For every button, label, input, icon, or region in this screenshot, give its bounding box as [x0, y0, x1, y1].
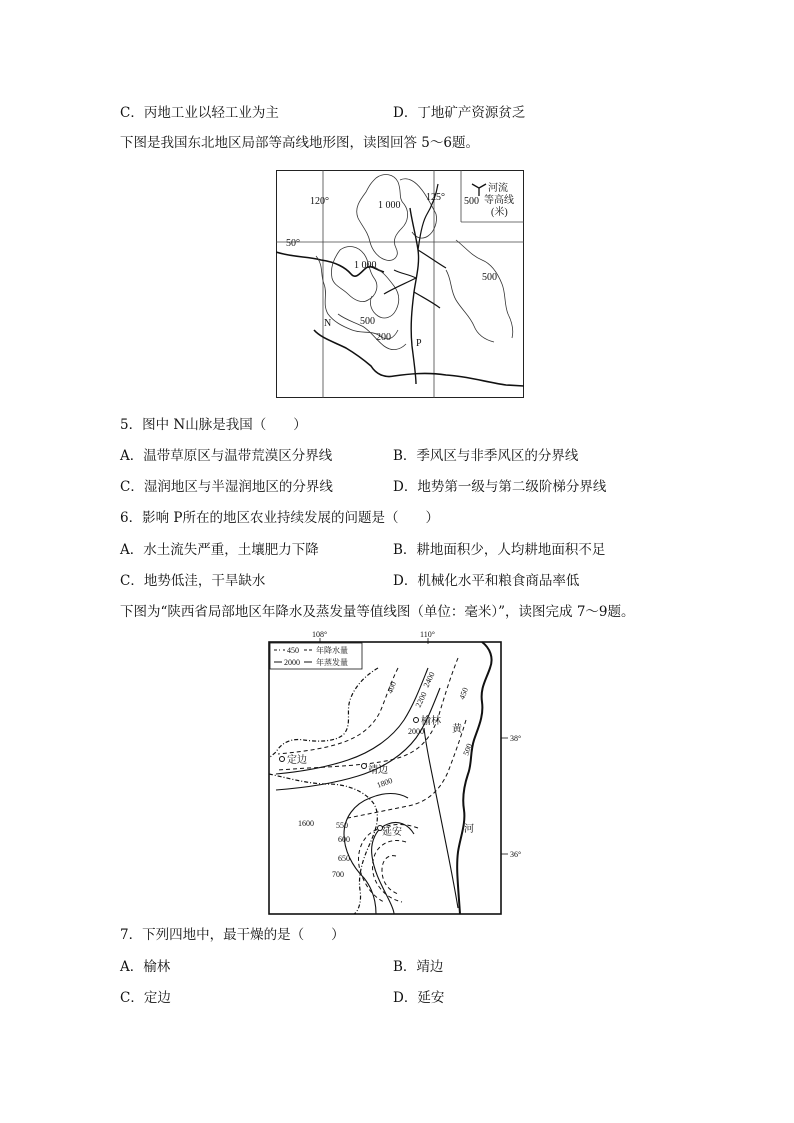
q7-option-d: D．延安: [393, 990, 445, 1006]
elev-500-mid: 500: [360, 316, 375, 327]
q7-stem: 7．下列四地中，最干燥的是（ ）: [120, 927, 345, 943]
elev-1000-a: 1 000: [378, 200, 401, 211]
shaanxi-isoline-map: [268, 628, 530, 916]
iso-label-2000: 2000: [408, 727, 424, 736]
iso-label-650: 650: [338, 854, 350, 863]
q5-option-c: C．湿润地区与半湿润地区的分界线: [120, 479, 333, 495]
iso-label-1600: 1600: [298, 819, 314, 828]
city-dingbian-marker: [280, 757, 285, 762]
city-dingbian: 定边: [287, 755, 307, 766]
lon-120-label: 120°: [310, 196, 329, 207]
city-jingbian: 靖边: [368, 765, 388, 776]
option-c-prev: C．丙地工业以轻工业为主: [120, 105, 279, 121]
lon-108-label: 108°: [312, 630, 328, 639]
legend-unit: (米): [491, 207, 508, 218]
lat-36-label: 36°: [510, 850, 522, 859]
iso-label-400: 400: [385, 680, 398, 695]
legend-precip: 年降水量: [316, 646, 348, 655]
label-n: N: [324, 318, 332, 329]
option-d-prev: D．丁地矿产资源贫乏: [393, 105, 526, 121]
iso-label-550: 550: [336, 821, 348, 830]
q6-stem: 6．影响 P所在的地区农业持续发展的问题是（ ）: [120, 510, 439, 526]
q6-option-b: B．耕地面积少，人均耕地面积不足: [393, 542, 606, 558]
legend-precip-val: 450: [287, 646, 299, 655]
river-label-he: 河: [464, 824, 474, 835]
q6-option-c: C．地势低洼，干旱缺水: [120, 573, 266, 589]
legend-evap-val: 2000: [284, 658, 300, 667]
city-yulin: 榆林: [421, 716, 441, 727]
q5-stem: 5．图中 N山脉是我国（ ）: [120, 417, 307, 433]
elev-200: 200: [376, 332, 391, 343]
legend-value: 500: [464, 196, 479, 207]
q5-option-b: B．季风区与非季风区的分界线: [393, 448, 579, 464]
iso-label-700: 700: [332, 870, 344, 879]
q7-option-c: C．定边: [120, 990, 171, 1006]
iso-label-2200: 2200: [413, 690, 429, 709]
northeast-contour-map: [276, 170, 524, 398]
label-p: P: [416, 338, 422, 349]
intro-questions-7-9: 下图为“陕西省局部地区年降水及蒸发量等值线图（单位：毫米）”，读图完成 7～9题。: [120, 604, 635, 620]
iso-label-1800: 1800: [375, 775, 394, 790]
elev-500-east: 500: [482, 272, 497, 283]
legend-evap: 年蒸发量: [316, 658, 348, 667]
q7-option-b: B．靖边: [393, 959, 444, 975]
legend-contour: 等高线: [484, 195, 514, 206]
q5-option-d: D．地势第一级与第二级阶梯分界线: [393, 479, 607, 495]
legend-river: 河流: [488, 183, 508, 194]
city-yanan: 延安: [382, 827, 402, 838]
lon-125-label: 125°: [426, 192, 445, 203]
lat-38-label: 38°: [510, 734, 522, 743]
lat-50-label: 50°: [286, 238, 300, 249]
q6-option-a: A．水土流失严重，土壤肥力下降: [120, 542, 319, 558]
iso-label-600: 600: [338, 835, 350, 844]
q6-option-d: D．机械化水平和粮食商品率低: [393, 573, 580, 589]
river-label-huang: 黄: [452, 724, 462, 735]
elev-1000-b: 1 000: [354, 260, 377, 271]
intro-questions-5-6: 下图是我国东北地区局部等高线地形图，读图回答 5～6题。: [120, 135, 479, 151]
q7-option-a: A．榆林: [120, 959, 171, 975]
city-yulin-marker: [414, 718, 419, 723]
iso-label-450: 450: [457, 686, 470, 701]
iso-label-500: 500: [461, 742, 474, 757]
iso-label-2400: 2400: [421, 670, 437, 689]
lon-110-label: 110°: [420, 630, 435, 639]
q5-option-a: A．温带草原区与温带荒漠区分界线: [120, 448, 333, 464]
city-jingbian-marker: [362, 764, 367, 769]
